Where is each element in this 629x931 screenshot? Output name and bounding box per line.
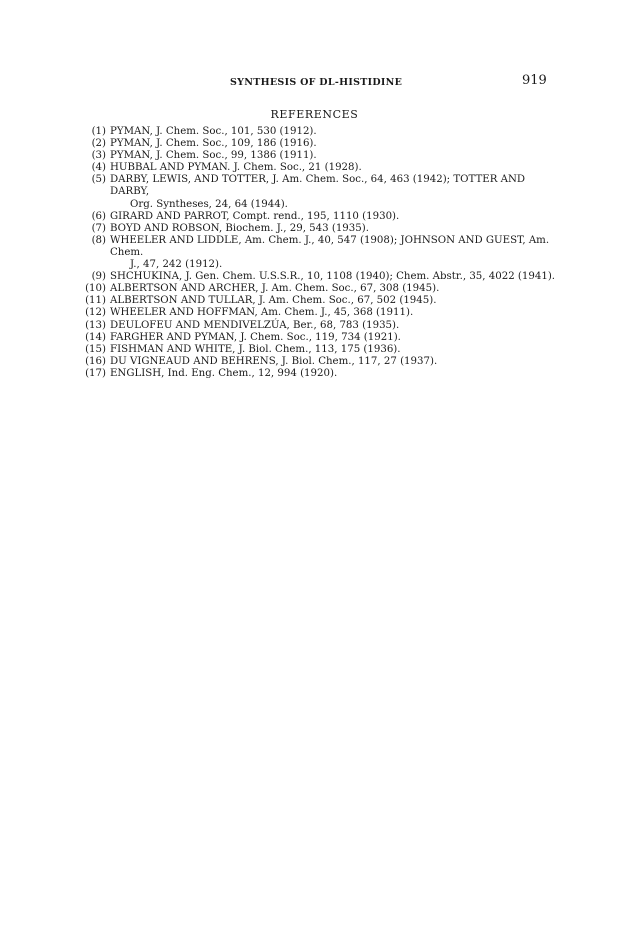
reference-item: [76, 126, 556, 138]
reference-item: [76, 356, 556, 368]
reference-text: PYMAN, J. Chem. Soc., 109, 186 (1916).: [110, 138, 317, 150]
reference-item: [76, 332, 556, 344]
reference-item: [76, 223, 556, 235]
reference-item: [76, 344, 556, 356]
reference-number: (12): [85, 307, 106, 319]
reference-item: [76, 150, 556, 162]
reference-number: (10): [85, 283, 106, 295]
reference-continuation: [76, 199, 556, 211]
reference-text: PYMAN, J. Chem. Soc., 101, 530 (1912).: [110, 126, 317, 137]
reference-text: GIRARD AND PARROT, Compt. rend., 195, 1110 (1930).: [110, 210, 400, 222]
reference-number: (13): [85, 319, 106, 331]
reference-number: (16): [85, 355, 106, 367]
reference-item: [76, 271, 556, 283]
reference-text: BOYD AND ROBSON, Biochem. J., 29, 543 (1935).: [110, 222, 369, 234]
page-number: 919: [522, 73, 547, 88]
reference-item: [76, 162, 556, 174]
reference-number: (14): [85, 331, 106, 343]
reference-text: DEULOFEU AND MENDIVELZÚA, Ber., 68, 783 (1935).: [110, 319, 400, 331]
reference-item: [76, 320, 556, 332]
page-header: [0, 73, 629, 93]
reference-item: [76, 211, 556, 223]
reference-number: (9): [91, 271, 106, 283]
reference-item: [76, 138, 556, 150]
reference-item: [76, 174, 556, 198]
reference-item: [76, 283, 556, 295]
reference-number: (7): [91, 222, 106, 234]
reference-number: (6): [91, 210, 106, 222]
reference-continuation: [76, 259, 556, 271]
reference-item: [76, 368, 556, 380]
reference-number: (4): [91, 162, 106, 174]
reference-number: (8): [91, 234, 106, 246]
reference-number: (2): [91, 138, 106, 150]
reference-text: PYMAN, J. Chem. Soc., 99, 1386 (1911).: [110, 150, 317, 162]
reference-text: SHCHUKINA, J. Gen. Chem. U.S.S.R., 10, 1108 (1940); Chem. Abstr., 35, 4022 (1941).: [110, 271, 556, 283]
reference-text: J., 47, 242 (1912).: [130, 259, 223, 271]
reference-number: (1): [91, 126, 106, 137]
reference-text: FISHMAN AND WHITE, J. Biol. Chem., 113, 175 (1936).: [110, 343, 401, 355]
reference-text: DARBY, LEWIS, AND TOTTER, J. Am. Chem. Soc., 64, 463 (1942); TOTTER AND DARBY,: [110, 174, 526, 198]
reference-text: WHEELER AND LIDDLE, Am. Chem. J., 40, 547 (1908); JOHNSON AND GUEST, Am. Chem.: [110, 234, 550, 258]
reference-list: [76, 126, 556, 380]
reference-number: (17): [85, 367, 106, 379]
references-heading: REFERENCES: [270, 108, 359, 121]
reference-text: DU VIGNEAUD AND BEHRENS, J. Biol. Chem., 117, 27 (1937).: [110, 355, 438, 367]
reference-item: [76, 295, 556, 307]
reference-number: (15): [85, 343, 106, 355]
reference-number: (11): [85, 295, 106, 307]
running-title: SYNTHESIS OF DL-HISTIDINE: [230, 77, 403, 88]
reference-item: [76, 235, 556, 259]
reference-text: ALBERTSON AND TULLAR, J. Am. Chem. Soc., 67, 502 (1945).: [110, 295, 437, 307]
reference-text: HUBBAL AND PYMAN. J. Chem. Soc., 21 (1928).: [110, 162, 362, 174]
reference-text: Org. Syntheses, 24, 64 (1944).: [130, 198, 288, 210]
reference-item: [76, 307, 556, 319]
reference-number: (3): [91, 150, 106, 162]
reference-text: WHEELER AND HOFFMAN, Am. Chem. J., 45, 368 (1911).: [110, 307, 414, 319]
reference-text: ALBERTSON AND ARCHER, J. Am. Chem. Soc., 67, 308 (1945).: [110, 283, 440, 295]
reference-text: ENGLISH, Ind. Eng. Chem., 12, 994 (1920).: [110, 367, 338, 379]
reference-text: FARGHER AND PYMAN, J. Chem. Soc., 119, 734 (1921).: [110, 331, 401, 343]
reference-number: (5): [91, 174, 106, 186]
